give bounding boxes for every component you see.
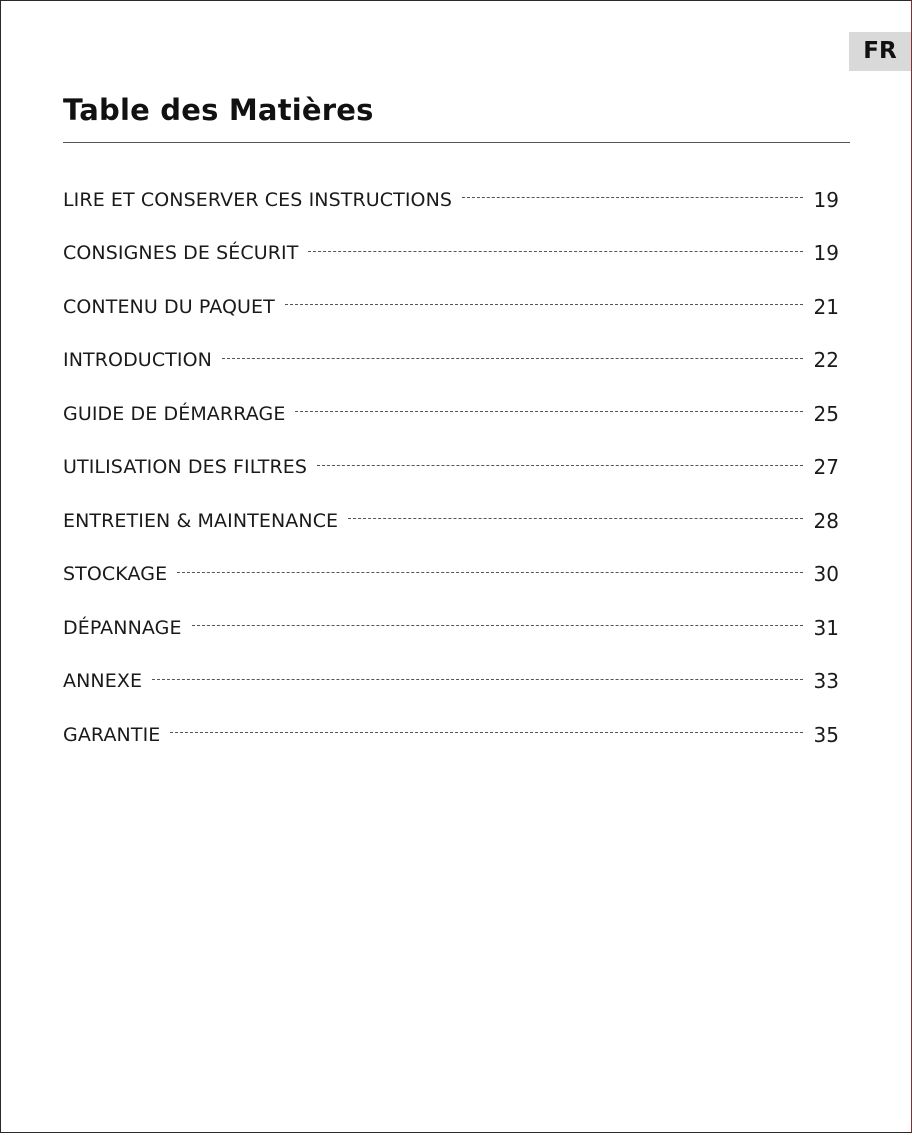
toc-entry-label: INTRODUCTION (63, 349, 212, 372)
toc-entry[interactable] (63, 387, 839, 441)
toc-entry-label: ANNEXE (63, 670, 143, 693)
toc-entry[interactable] (63, 494, 839, 548)
toc-entry-page: 35 (813, 722, 839, 747)
toc-entry-label: GARANTIE (63, 723, 161, 746)
toc-entry-page: 21 (813, 294, 839, 319)
dot-leader (295, 411, 803, 412)
toc-entry-label: UTILISATION DES FILTRES (63, 456, 308, 479)
toc-entry-label: CONTENU DU PAQUET (63, 295, 275, 318)
toc-entry-page: 22 (813, 348, 839, 373)
toc-entry-page: 27 (813, 455, 839, 480)
toc-entry-page: 28 (813, 508, 839, 533)
dot-leader (462, 197, 803, 198)
dot-leader (152, 679, 803, 680)
title-divider (63, 142, 850, 143)
dot-leader (285, 304, 803, 305)
toc-entry[interactable] (63, 280, 839, 334)
toc-entry[interactable] (63, 601, 839, 655)
toc-entry-label: CONSIGNES DE SÉCURIT (63, 242, 299, 265)
dot-leader (170, 732, 803, 733)
toc-entry-label: ENTRETIEN & MAINTENANCE (63, 509, 339, 532)
toc-entry-page: 31 (813, 615, 839, 640)
toc-entry[interactable] (63, 334, 839, 388)
page-title: Table des Matières (63, 93, 374, 127)
toc-entry[interactable] (63, 441, 839, 495)
toc-entry-label: LIRE ET CONSERVER CES INSTRUCTIONS (63, 188, 453, 211)
dot-leader (177, 572, 803, 573)
toc-entry[interactable] (63, 655, 839, 709)
language-tab: FR (849, 32, 911, 71)
toc-entry[interactable] (63, 173, 839, 227)
toc-entry[interactable] (63, 708, 839, 762)
toc-entry-label: GUIDE DE DÉMARRAGE (63, 402, 286, 425)
toc-entry-label: DÉPANNAGE (63, 616, 182, 639)
toc-entry[interactable] (63, 227, 839, 281)
dot-leader (308, 251, 803, 252)
dot-leader (317, 465, 803, 466)
dot-leader (222, 358, 803, 359)
dot-leader (348, 518, 803, 519)
toc-entry-page: 33 (813, 669, 839, 694)
toc-entry-page: 30 (813, 562, 839, 587)
toc-entry-label: STOCKAGE (63, 563, 168, 586)
dot-leader (192, 625, 803, 626)
toc-entry-page: 19 (813, 241, 839, 266)
toc-entry-page: 25 (813, 401, 839, 426)
table-of-contents (63, 173, 839, 762)
toc-entry[interactable] (63, 548, 839, 602)
toc-entry-page: 19 (813, 187, 839, 212)
